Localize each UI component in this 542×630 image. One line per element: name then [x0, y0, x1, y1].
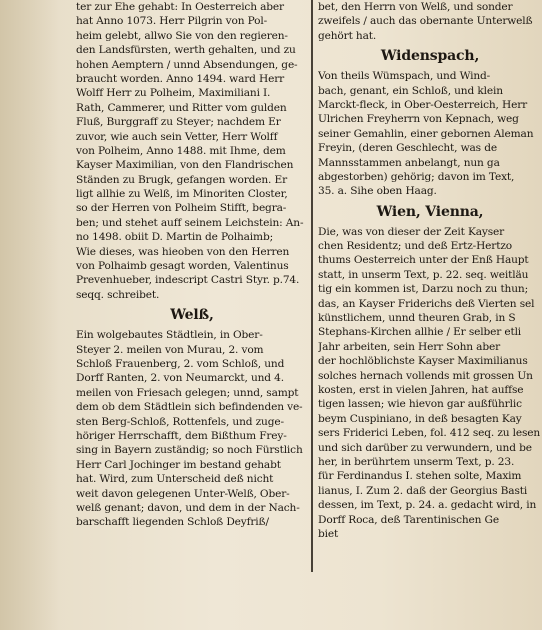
section-heading-widenspach: Widenspach,: [380, 48, 480, 65]
text-line: no 1498. obiit D. Martin de Polhaimb;: [76, 231, 273, 244]
page-gutter-shadow: [0, 0, 60, 630]
text-line: sing in Bayern zuständig; so noch Fürstlich: [76, 444, 303, 457]
text-line: chen Residentz; und deß Ertz-Hertzo: [318, 240, 512, 253]
text-line: Kayser Maximilian, von den Flandrischen: [76, 159, 294, 172]
text-line: Ein wolgebautes Städtlein, in Ober-: [76, 329, 263, 342]
column-divider: [311, 0, 313, 572]
text-line: bach, genant, ein Schloß, und klein: [318, 84, 503, 97]
text-line: weit davon gelegenen Unter-Welß, Ober-: [76, 487, 290, 500]
text-line: Freyin, (deren Geschlecht, was de: [318, 142, 497, 155]
section-heading-welss: Welß,: [170, 307, 214, 324]
text-line: Herr Carl Jochinger im bestand gehabt: [76, 458, 281, 471]
text-line: braucht worden. Anno 1494. ward Herr: [76, 72, 285, 85]
text-line: lianus, I. Zum 2. daß der Georgius Basti: [318, 484, 528, 497]
text-line: Prevenhueber, indescript Castri Styr. p.74.: [76, 274, 300, 287]
text-line: hat Anno 1073. Herr Pilgrin von Pol-: [76, 15, 268, 28]
left-column: [76, 0, 308, 530]
text-line: bet, den Herrn von Welß, und sonder: [318, 1, 513, 13]
text-line: Stephans-Kirchen allhie / Er selber etli: [318, 326, 522, 339]
text-line: Marckt-fleck, in Ober-Oesterreich, Herr: [318, 98, 528, 111]
text-line: Wolff Herr zu Polheim, Maximiliani I.: [76, 87, 271, 100]
text-line: ligt allhie zu Welß, im Minoriten Closter,: [76, 188, 288, 201]
text-line: hohen Aemptern / unnd Absendungen, ge-: [76, 58, 298, 71]
text-line: sten Berg-Schloß, Rottenfels, und zuge-: [76, 415, 284, 428]
text-line: biet: [318, 527, 339, 540]
text-line: dessen, im Text, p. 24. a. gedacht wird, in: [318, 499, 537, 512]
text-line: kosten, erst in vielen Jahren, hat auffse: [318, 383, 524, 396]
text-line: Jahr arbeiten, sein Herr Sohn aber: [318, 340, 500, 353]
text-line: Dorff Roca, deß Tarentinischen Ge: [318, 513, 499, 526]
text-line: und sich darüber zu verwundern, und be: [318, 441, 532, 454]
text-line: so der Herren von Polheim Stifft, begra-: [76, 202, 287, 215]
text-line: sers Friderici Leben, fol. 412 seq. zu lesen: [318, 427, 541, 440]
text-line: her, in berührtem unserm Text, p. 23.: [318, 455, 515, 468]
text-line: 35. a. Sihe oben Haag.: [318, 185, 437, 198]
right-text-block-2: [318, 69, 542, 199]
right-text-block-1: [318, 0, 542, 43]
text-line: Rath, Cammerer, und Ritter vom gulden: [76, 101, 287, 114]
text-line: hat. Wird, zum Unterscheid deß nicht: [76, 473, 274, 486]
text-line: barschafft liegenden Schloß Deyfriß/: [76, 516, 269, 529]
text-line: von Polhaimb gesagt worden, Valentinus: [76, 260, 289, 273]
text-line: solches hernach vollends mit grossen Un: [318, 369, 533, 382]
text-line: Schloß Frauenberg, 2. vom Schloß, und: [76, 357, 285, 370]
text-line: Ständen zu Brugk, gefangen worden. Er: [76, 173, 287, 186]
text-line: Dorff Ranten, 2. von Neumarckt, und 4.: [76, 372, 284, 385]
text-line: zuvor, wie auch sein Vetter, Herr Wolff: [76, 130, 278, 143]
text-line: den Landsfürsten, werth gehalten, und zu: [76, 44, 296, 57]
text-line: das, an Kayser Friderichs deß Vierten sel: [318, 297, 535, 310]
text-line: ben; und stehet auff seinem Leichstein: An-: [76, 216, 304, 229]
text-line: zweifels / auch das obernante Unterwelß: [318, 15, 533, 28]
text-line: höriger Herrschafft, dem Bißthum Frey-: [76, 429, 287, 442]
text-line: gehört hat.: [318, 29, 377, 42]
text-line: künstlichem, unnd theuren Grab, in S: [318, 312, 516, 325]
section-heading-wien: Wien, Vienna,: [376, 203, 484, 220]
text-line: Von theils Wümspach, und Wind-: [318, 70, 491, 83]
text-line: thums Oesterreich unter der Enß Haupt: [318, 254, 529, 267]
text-line: der hochlöblichste Kayser Maximilianus: [318, 355, 528, 368]
text-line: für Ferdinandus I. stehen solte, Maxim: [318, 470, 522, 483]
text-line: Wie dieses, was hieoben von den Herren: [76, 245, 290, 258]
text-line: meilen von Friesach gelegen; unnd, sampt: [76, 386, 299, 399]
right-text-block-3: [318, 225, 542, 542]
left-text-block-2: [76, 328, 308, 529]
text-line: heim gelebt, allwo Sie von den regieren-: [76, 29, 288, 42]
text-line: seqq. schreibet.: [76, 288, 160, 301]
text-line: tigen lassen; wie hievon gar außführlic: [318, 398, 522, 411]
text-line: Ulrichen Freyherrn von Kepnach, weg: [318, 113, 519, 126]
text-line: ter zur Ehe gehabt: In Oesterreich aber: [76, 1, 284, 13]
text-line: seiner Gemahlin, einer gebornen Aleman: [318, 127, 534, 140]
text-line: Die, was von dieser der Zeit Kayser: [318, 225, 505, 238]
text-line: welß genant; davon, und dem in der Nach-: [76, 501, 300, 514]
text-line: beym Cuspiniano, in deß besagten Kay: [318, 412, 522, 425]
text-line: tig ein kommen ist, Darzu noch zu thun;: [318, 283, 528, 296]
text-line: von Polheim, Anno 1488. mit Ihme, dem: [76, 144, 286, 157]
text-line: Fluß, Burggraff zu Steyer; nachdem Er: [76, 116, 281, 129]
text-line: abgestorben) gehörig; davon im Text,: [318, 170, 515, 183]
text-line: statt, in unserm Text, p. 22. seq. weitläu: [318, 268, 529, 281]
right-column: [318, 0, 542, 541]
text-line: Mannsstammen anbelangt, nun ga: [318, 156, 500, 169]
left-text-block-1: [76, 0, 308, 302]
text-line: dem ob dem Städtlein sich befindenden ve-: [76, 401, 303, 414]
text-line: Steyer 2. meilen von Murau, 2. vom: [76, 343, 264, 356]
